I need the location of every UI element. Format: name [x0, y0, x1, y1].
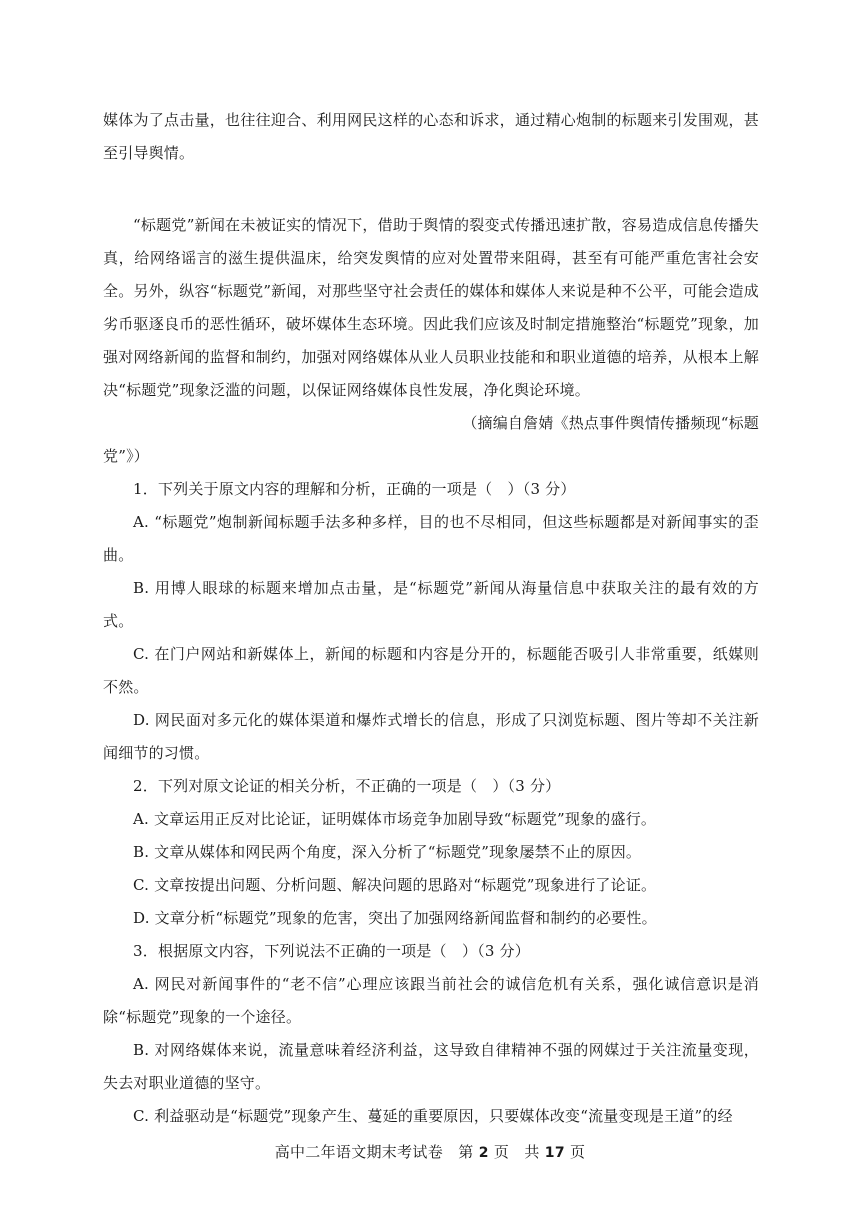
question-2-option-a: A. 文章运用正反对比论证，证明媒体市场竞争加剧导致“标题党”现象的盛行。: [133, 810, 657, 828]
question-1-option-c: C. 在门户网站和新媒体上，新闻的标题和内容是分开的，标题能否吸引人非常重要，纸媒则不然。: [103, 645, 759, 696]
question-1-stem: 1．下列关于原文内容的理解和分析，正确的一项是（ ）（3 分）: [133, 480, 576, 498]
question-2-option-b: B. 文章从媒体和网民两个角度，深入分析了“标题党”现象屡禁不止的原因。: [133, 843, 642, 861]
question-2-option-d: D. 文章分析“标题党”现象的危害，突出了加强网络新闻监督和制约的必要性。: [133, 909, 657, 927]
question-3-option-a: A. 网民对新闻事件的“老不信”心理应该跟当前社会的诚信危机有关系，强化诚信意识是消除“标题党”现象的一个途径。: [103, 975, 759, 1026]
footer-total-pages: 17: [544, 1145, 565, 1161]
question-3-option-b: B. 对网络媒体来说，流量意味着经济利益，这导致自律精神不强的网媒过于关注流量变现，失去对职业道德的坚守。: [103, 1041, 759, 1092]
footer-page-number: 2: [478, 1145, 489, 1161]
paragraph-gap: [103, 170, 759, 209]
source-citation: （摘编自詹婧《热点事件舆情传播频现“标题: [462, 414, 759, 432]
source-citation-tail: 党”》）: [103, 447, 149, 465]
page-content: [103, 104, 759, 1133]
page-footer: [0, 1140, 860, 1165]
question-2-stem: 2．下列对原文论证的相关分析，不正确的一项是（ ）（3 分）: [133, 777, 561, 795]
question-1-option-a: A. “标题党”炮制新闻标题手法多种多样，目的也不尽相同，但这些标题都是对新闻事实的歪曲。: [103, 513, 759, 564]
passage-paragraph-1: 媒体为了点击量，也往往迎合、利用网民这样的心态和诉求，通过精心炮制的标题来引发围观，甚至引导舆情。: [103, 111, 759, 162]
question-3-option-c: C. 利益驱动是“标题党”现象产生、蔓延的重要原因，只要媒体改变“流量变现是王道”的经: [133, 1107, 733, 1125]
question-3-stem: 3．根据原文内容，下列说法不正确的一项是（ ）（3 分）: [133, 942, 530, 960]
footer-middle: 页 共: [493, 1143, 540, 1161]
question-1-option-b: B. 用博人眼球的标题来增加点击量，是“标题党”新闻从海量信息中获取关注的最有效的方式。: [103, 579, 759, 630]
footer-prefix: 高中二年语文期末考试卷 第: [274, 1143, 474, 1161]
question-1-option-d: D. 网民面对多元化的媒体渠道和爆炸式增长的信息，形成了只浏览标题、图片等却不关注新闻细节的习惯。: [103, 711, 759, 762]
footer-suffix: 页: [569, 1143, 586, 1161]
question-2-option-c: C. 文章按提出问题、分析问题、解决问题的思路对“标题党”现象进行了论证。: [133, 876, 657, 894]
passage-paragraph-2: “标题党”新闻在未被证实的情况下，借助于舆情的裂变式传播迅速扩散，容易造成信息传播失真，给网络谣言的滋生提供温床，给突发舆情的应对处置带来阻碍，甚至有可能严重危害社会安全。另外，纵容“标题党”新闻，对那些坚守社会责任的媒体和媒体人来说是种不公平，可能会造成劣币驱逐良币的恶性循环，破坏媒体生态环境。因此我们应该及时制定措施整治“标题党”现象，加强对网络新闻的监督和制约，加强对网络媒体从业人员职业技能和和职业道德的培养，从根本上解决“标题党”现象泛滥的问题，以保证网络媒体良性发展，净化舆论环境。: [103, 216, 759, 399]
